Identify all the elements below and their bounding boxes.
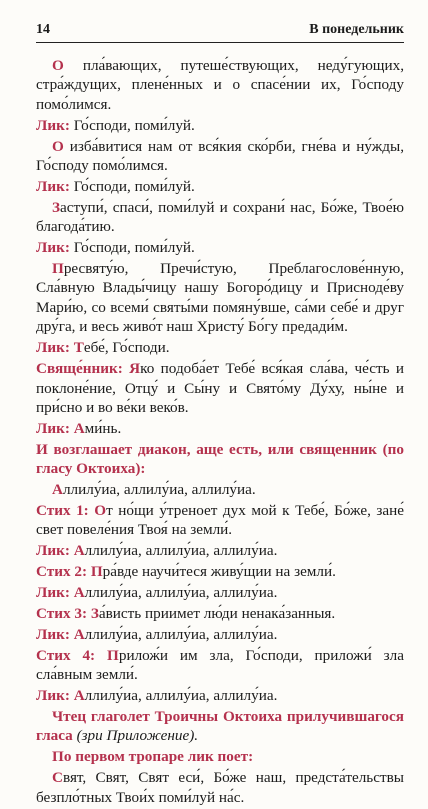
running-title: В понедельник: [309, 22, 404, 37]
response-line: Лик: Аллилу́иа, аллилу́иа, аллилу́иа.: [36, 687, 278, 705]
response-line: Лик: Аллилу́иа, аллилу́иа, аллилу́иа.: [36, 625, 278, 643]
verse-line: Стих 1: От но́щи у́треноет дух мой к Тебе́, Бо́же, зане́ свет повеле́ния Твоя́ на земли́.: [36, 501, 404, 539]
petition-travelers: О пла́вающих, путеше́ствующих, неду́гующих, стра́ждущих, плене́нных и о спасе́нии их, Го́споду помо́лимся.: [36, 57, 404, 113]
petition-help: Заступи́, спаси́, поми́луй и сохрани́ нас, Бо́же, Твое́ю благода́тию.: [36, 198, 404, 236]
rubric-reader: Чтец глаголет Троичны Октоиха прилучившагося гласа (зри Приложение).: [36, 708, 404, 745]
priest-exclamation: Свяще́нник: Яко подоба́ет Тебе́ вся́кая сла́ва, че́сть и поклоне́ние, Отцу́ и Сы́ну и Свято́му Ду́ху, ны́не и при́сно и во ве́ки веко́в.: [36, 360, 404, 416]
response-line: Лик: Го́споди, поми́луй.: [36, 177, 195, 195]
rubric-choir: По первом тропаре лик поет:: [52, 748, 254, 766]
response-line: Лик: Го́споди, поми́луй.: [36, 116, 195, 134]
holy-prayer: Свят, Свят, Свят еси́, Бо́же наш, предста́тельствы безпло́тных Твои́х поми́луй на́с.: [36, 769, 404, 806]
response-line: Лик: Ами́нь.: [36, 419, 122, 437]
verse-line: Стих 3: За́висть приимет лю́ди ненака́занныя.: [36, 604, 336, 622]
response-line: Лик: Аллилу́иа, аллилу́иа, аллилу́иа.: [36, 584, 278, 602]
header-rule: [36, 42, 404, 43]
response-line: Лик: Аллилу́иа, аллилу́иа, аллилу́иа.: [36, 542, 278, 560]
response-line: Лик: Го́споди, поми́луй.: [36, 239, 195, 257]
commemoration: Пресвяту́ю, Пречи́стую, Преблагослове́нную, Сла́вную Влады́чицу нашу Богоро́дицу и Присноде́ву Мари́ю, со всеми́ святы́ми помяну́вше, са́ми себе́ и друг дру́га, и весь живо́т наш Христу́ Бо́гу предади́м.: [36, 260, 404, 336]
rubric-deacon: И возглашает диакон, аще есть, или священник (по гласу Октоиха):: [36, 440, 404, 478]
petition-deliverance: О изба́витися нам от вся́кия ско́рби, гне́ва и ну́жды, Го́споду помо́лимся.: [36, 137, 404, 175]
text-body: [36, 56, 404, 809]
verse-line: Стих 4: Прилож́и им зла, Го́споди, приложи́ зла сла́вным земли́.: [36, 646, 405, 684]
alleluia-line: Аллилу́иа, аллилу́иа, аллилу́иа.: [52, 481, 256, 499]
response-line: Лик: Тебе́, Го́споди.: [36, 339, 170, 357]
verse-line: Стих 2: Пра́вде научи́теся живу́щии на земли́.: [36, 563, 336, 581]
page-header: [36, 22, 404, 40]
page-number: 14: [36, 22, 50, 37]
